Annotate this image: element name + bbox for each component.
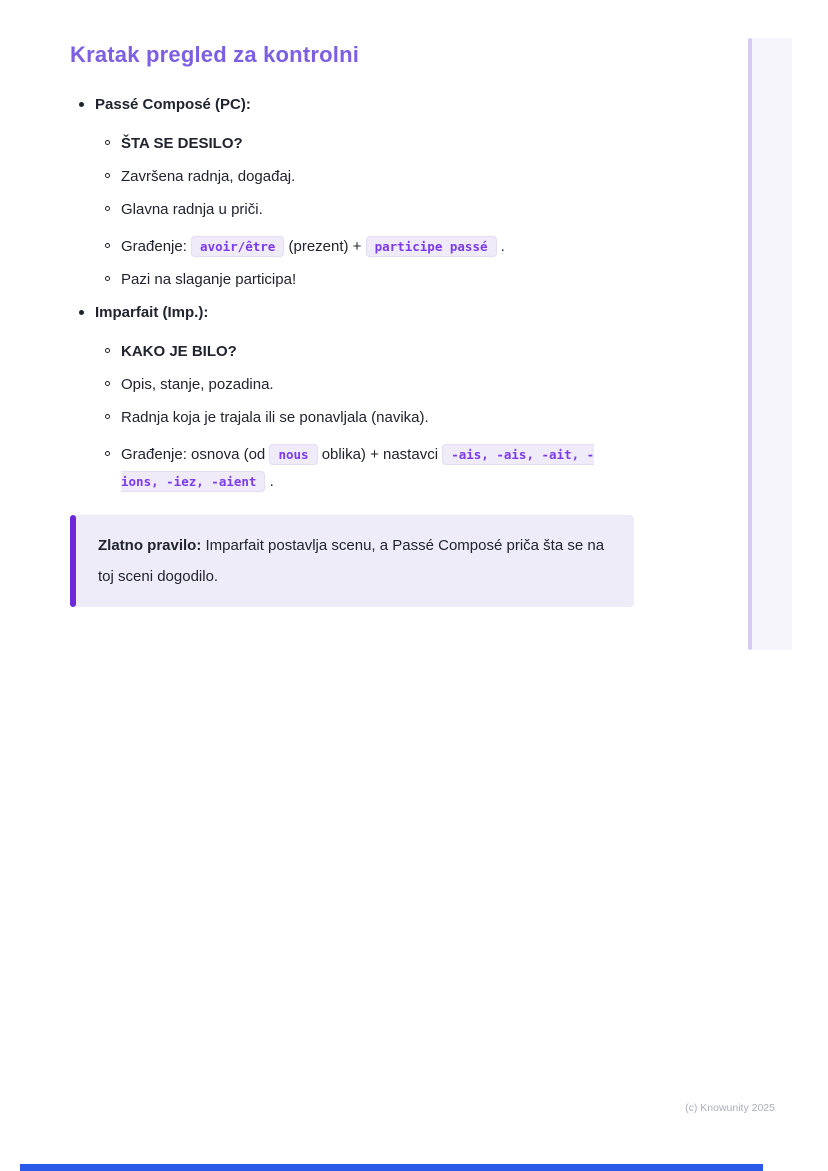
disc-bullet-icon	[79, 102, 84, 107]
list-item-text: Završena radnja, događaj.	[121, 168, 296, 185]
code-chip-nous: nous	[269, 444, 317, 465]
list-item	[95, 134, 600, 153]
page-margin-highlight-line	[748, 38, 752, 650]
circle-bullet-icon	[105, 414, 110, 419]
list-item-text: KAKO JE BILO?	[121, 343, 237, 360]
sub-list	[95, 342, 600, 495]
callout-bold-text: Zlatno pravilo:	[98, 537, 202, 554]
copyright-credit: (c) Knowunity 2025	[685, 1102, 775, 1114]
disc-bullet-icon	[79, 310, 84, 315]
list-item-text: Radnja koja je trajala ili se ponavljala (navika).	[121, 409, 429, 426]
list-item-text: Opis, stanje, pozadina.	[121, 376, 274, 393]
callout-accent-bar	[70, 515, 76, 607]
circle-bullet-icon	[105, 243, 110, 248]
outline-list	[70, 95, 636, 495]
list-item-text: ŠTA SE DESILO?	[121, 135, 243, 152]
document-page	[70, 42, 636, 607]
list-item-text-mid: oblika) + nastavci	[317, 446, 443, 463]
circle-bullet-icon	[105, 348, 110, 353]
sub-list	[95, 134, 600, 289]
code-chip-avoir-etre: avoir/être	[191, 236, 284, 257]
list-item	[95, 342, 600, 361]
list-item-gradenje-pc	[95, 233, 600, 260]
list-item-imparfait	[70, 303, 636, 495]
circle-bullet-icon	[105, 276, 110, 281]
list-item	[95, 408, 600, 427]
list-item	[95, 270, 600, 289]
list-item-passe-compose	[70, 95, 636, 289]
list-item-text: Glavna radnja u priči.	[121, 201, 263, 218]
page-margin-highlight	[748, 38, 792, 650]
list-item-gradenje-imp	[95, 441, 600, 495]
circle-bullet-icon	[105, 140, 110, 145]
page-divider-bar	[20, 1164, 763, 1171]
circle-bullet-icon	[105, 173, 110, 178]
code-chip-endings: -ais, -ais, -ait, -ions, -iez, -aient	[121, 444, 594, 492]
list-item	[95, 375, 600, 394]
list-item	[95, 200, 600, 219]
section-label: Imparfait (Imp.):	[95, 304, 209, 321]
list-item-text-mid: (prezent) +	[284, 238, 366, 255]
circle-bullet-icon	[105, 381, 110, 386]
list-item-text: Pazi na slaganje participa!	[121, 271, 297, 288]
list-item-text-suffix: .	[496, 238, 505, 255]
list-item-text-prefix: Građenje:	[121, 238, 192, 255]
code-chip-participe-passe: participe passé	[366, 236, 497, 257]
section-label: Passé Composé (PC):	[95, 96, 251, 113]
list-item	[95, 167, 600, 186]
golden-rule-callout	[70, 515, 634, 607]
circle-bullet-icon	[105, 206, 110, 211]
page-title: Kratak pregled za kontrolni	[70, 42, 360, 67]
circle-bullet-icon	[105, 451, 110, 456]
list-item-text-prefix: Građenje: osnova (od	[121, 446, 270, 463]
callout-text: Imparfait postavlja scenu, a Passé Composé priča šta se na toj sceni dogodilo.	[98, 537, 605, 585]
list-item-text-suffix: .	[265, 473, 274, 490]
